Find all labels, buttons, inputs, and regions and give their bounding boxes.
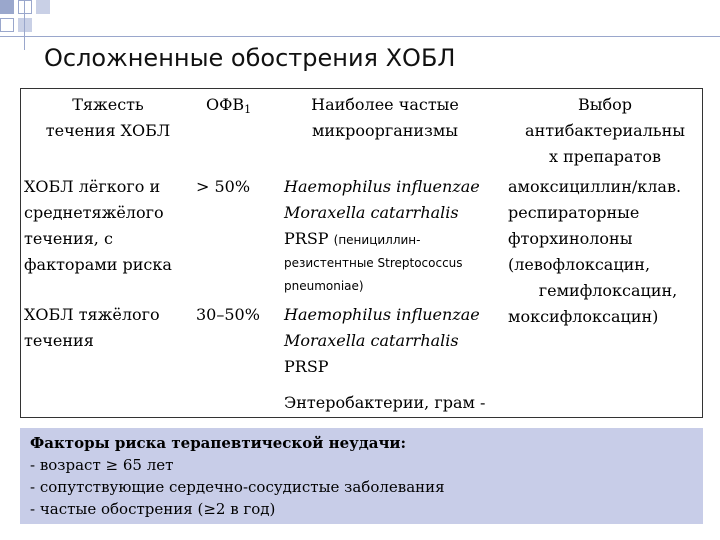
corner-square <box>0 18 14 32</box>
decorative-horizontal-line <box>0 36 720 37</box>
cell-line: респираторные <box>508 203 640 222</box>
risk-item: - возраст ≥ 65 лет <box>30 456 174 474</box>
cell-line: течения, с <box>24 229 113 248</box>
table-bottom-rule <box>20 417 703 418</box>
row2-fev1: 30–50% <box>196 305 260 324</box>
row2-severity <box>24 302 194 354</box>
slide-title: Осложненные обострения ХОБЛ <box>44 44 456 72</box>
header-severity <box>38 92 178 144</box>
header-line: Тяжесть <box>72 95 144 114</box>
cell-line: (левофлоксацин, <box>508 255 651 274</box>
header-line: ОФВ <box>206 95 245 114</box>
cell-line: среднетяжёлого <box>24 203 164 222</box>
cell-text: PRSP <box>284 229 329 248</box>
drugs-cell <box>508 174 708 330</box>
risk-item: - сопутствующие сердечно-сосудистые заболевания <box>30 478 445 496</box>
header-line: х препаратов <box>549 147 661 166</box>
cell-line: гемифлоксацин, <box>538 281 678 300</box>
cell-line: факторами риска <box>24 255 172 274</box>
cell-line: ХОБЛ тяжёлого <box>24 305 160 324</box>
cell-line: моксифлоксацин) <box>508 307 659 326</box>
corner-square <box>18 0 32 14</box>
cell-line: амоксициллин/клав. <box>508 177 682 196</box>
risk-factors-box <box>20 428 703 524</box>
row1-fev1: > 50% <box>196 177 251 196</box>
corner-square <box>36 0 50 14</box>
header-line: Наиболее частые <box>311 95 459 114</box>
header-drugs <box>500 92 710 170</box>
header-line: микроорганизмы <box>311 121 458 140</box>
header-subscript: 1 <box>244 103 252 116</box>
cell-line: резистентные Streptococcus <box>284 256 463 270</box>
cell-line: PRSP <box>284 357 329 376</box>
cell-line: течения <box>24 331 94 350</box>
cell-line: Haemophilus influenzae <box>284 177 480 196</box>
header-line: Выбор <box>578 95 632 114</box>
cell-line <box>284 226 504 252</box>
table-top-rule <box>20 88 703 89</box>
cell-line: Moraxella catarrhalis <box>284 203 459 222</box>
decorative-vertical-line <box>24 0 25 50</box>
cell-text: (пенициллин- <box>333 233 421 247</box>
row1-severity <box>24 174 194 278</box>
cell-line: Энтеробактерии, грам - <box>284 393 486 412</box>
header-line: антибактериальны <box>525 121 685 140</box>
cell-line: Haemophilus influenzae <box>284 305 480 324</box>
cell-line: фторхинолоны <box>508 229 633 248</box>
corner-square <box>18 18 32 32</box>
row1-microbes <box>284 174 504 298</box>
risk-title: Факторы риска терапевтической неудачи: <box>30 434 407 452</box>
corner-square <box>0 0 14 14</box>
header-fev1 <box>206 92 251 123</box>
header-microbes <box>290 92 480 144</box>
row2-microbes <box>284 302 504 416</box>
risk-item: - частые обострения (≥2 в год) <box>30 500 276 518</box>
cell-line: ХОБЛ лёгкого и <box>24 177 161 196</box>
cell-line: pneumoniae) <box>284 279 364 293</box>
header-line: течения ХОБЛ <box>45 121 171 140</box>
cell-line: Moraxella catarrhalis <box>284 331 459 350</box>
